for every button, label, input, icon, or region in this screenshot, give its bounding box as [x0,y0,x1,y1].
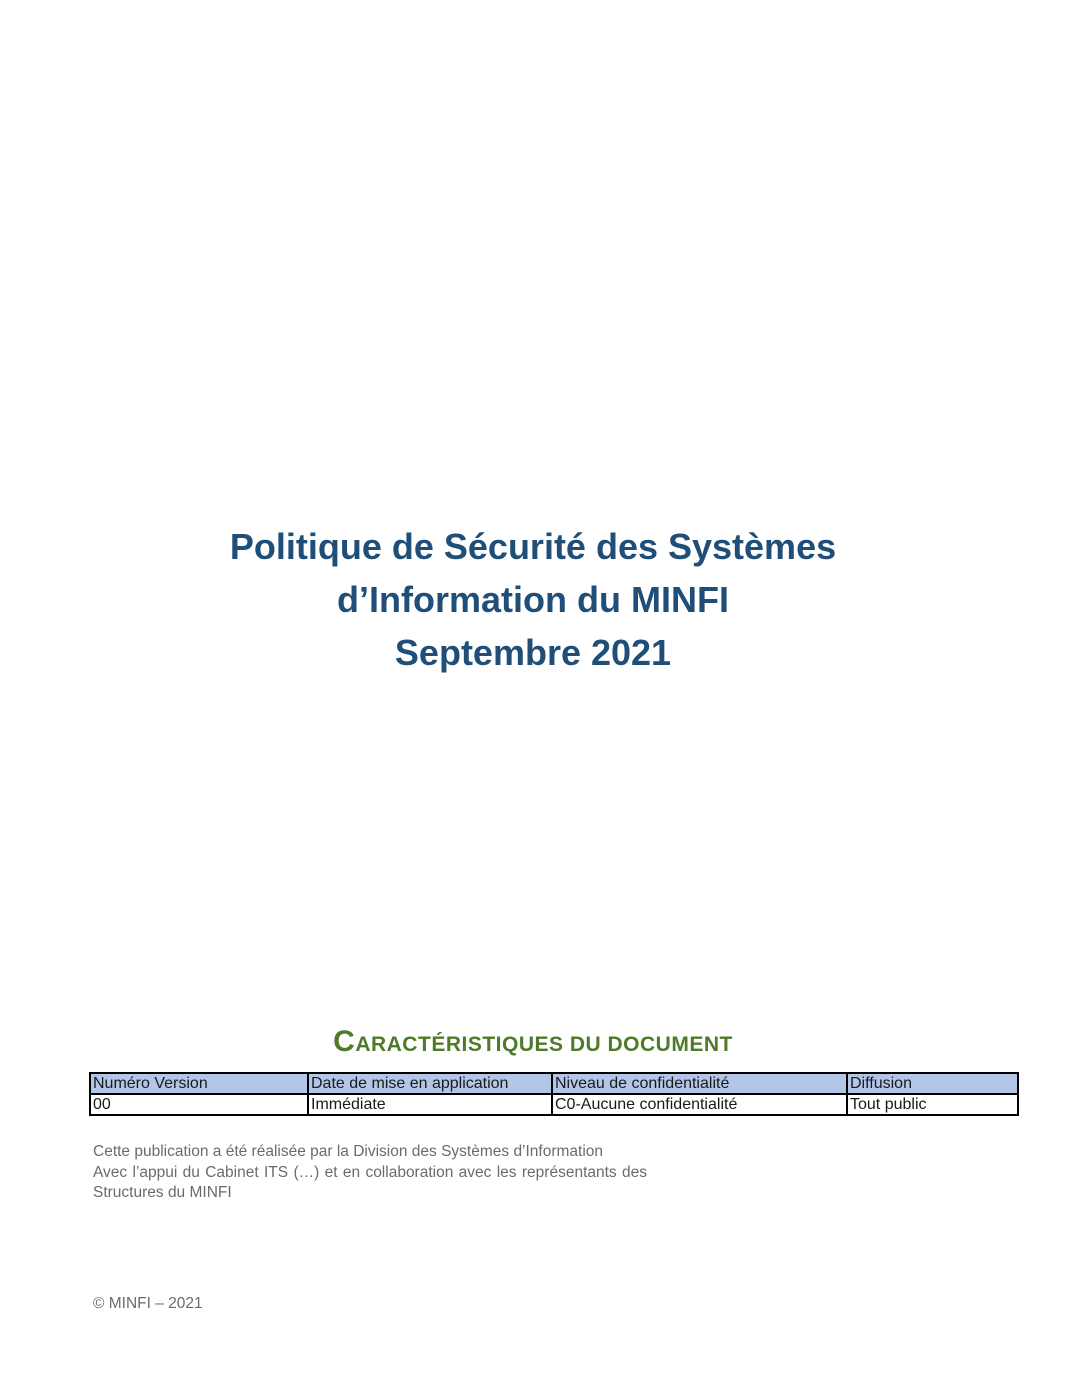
document-characteristics-table [89,1072,1019,1116]
heading-accented-e: É [431,1033,446,1056]
heading-initial-c: C [333,1025,356,1058]
cell-distribution: Tout public [847,1094,1018,1115]
table-header-row [90,1073,1018,1094]
credits-line-2: Avec l’appui du Cabinet ITS (…) et en collaboration avec les représentants des Structures du MINFI [93,1163,647,1201]
publication-credits [93,1142,647,1204]
header-application-date: Date de mise en application [308,1073,552,1094]
title-line-1: Politique de Sécurité des Systèmes [229,526,837,567]
heading-part-2: RISTIQUES DU DOCUMENT [445,1033,733,1056]
heading-part-1: ARACT [355,1033,432,1056]
cell-version-number: 00 [90,1094,308,1115]
copyright-notice: © MINFI – 2021 [93,1295,203,1312]
header-confidentiality-level: Niveau de confidentialité [552,1073,847,1094]
table-row [90,1094,1018,1115]
title-line-2: d’Information du MINFI [337,579,729,620]
document-title [0,520,1066,679]
cell-application-date: Immédiate [308,1094,552,1115]
title-line-3: Septembre 2021 [394,632,672,673]
credits-line-1: Cette publication a été réalisée par la Division des Systèmes d’Information [93,1143,604,1160]
header-version-number: Numéro Version [90,1073,308,1094]
section-heading-characteristics [0,1022,1066,1065]
cell-confidentiality-level: C0-Aucune confidentialité [552,1094,847,1115]
header-distribution: Diffusion [847,1073,1018,1094]
